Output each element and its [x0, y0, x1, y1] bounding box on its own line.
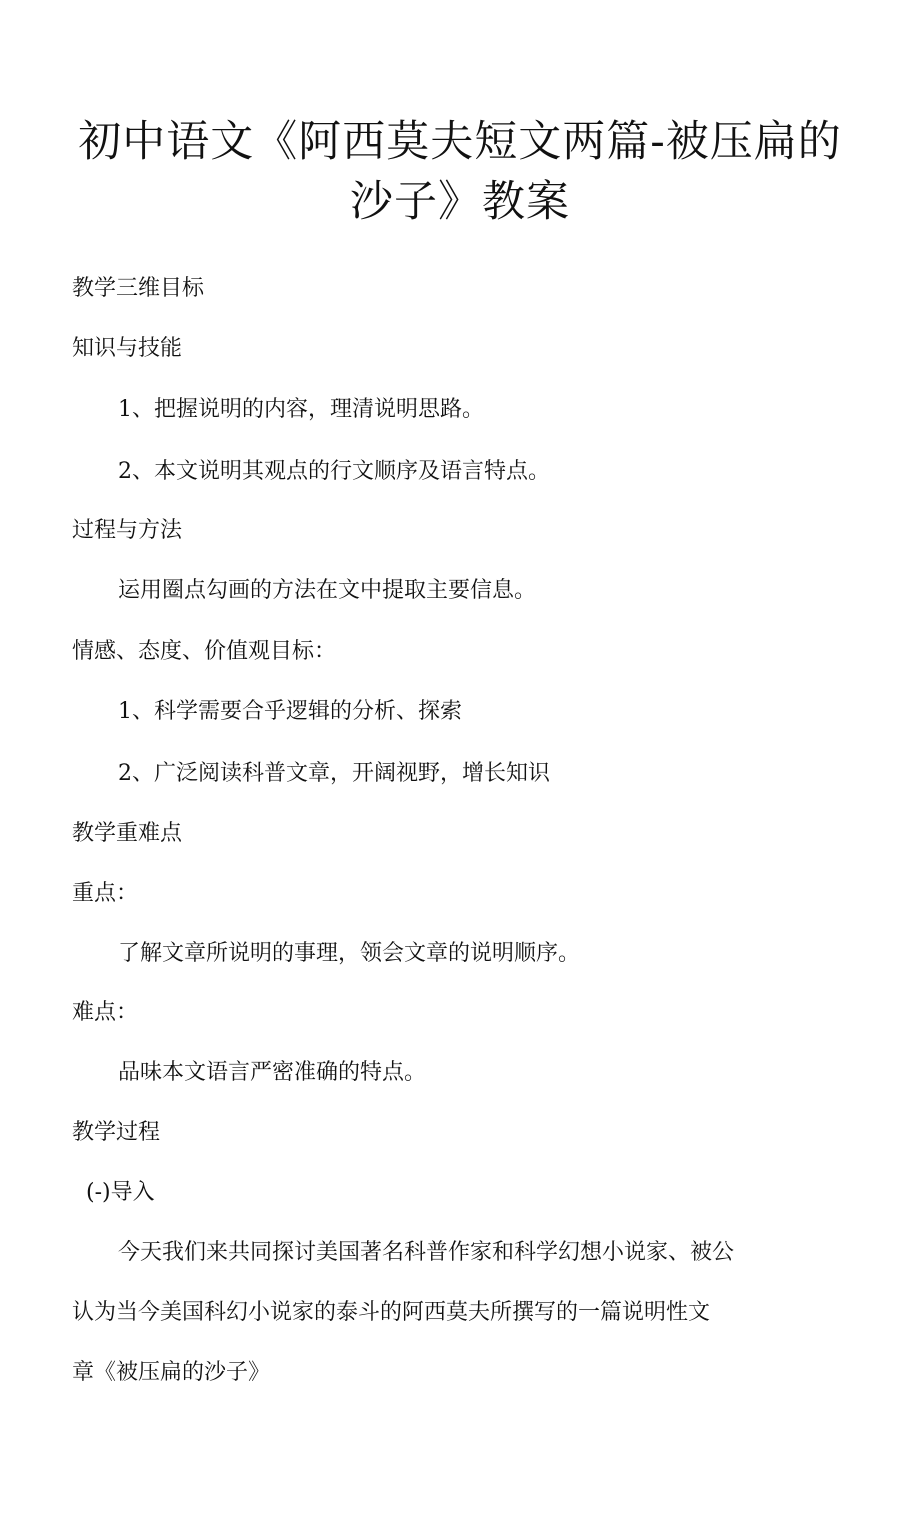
heading-key-difficulties: 教学重难点: [72, 821, 183, 846]
heading-emotion-values: 情感、态度、价值观目标：: [72, 639, 337, 664]
paragraph-line: 认为当今美国科幻小说家的泰斗的阿西莫夫所撰写的一篇说明性文: [72, 1300, 711, 1325]
paragraph-line: 了解文章所说明的事理，领会文章的说明顺序。: [118, 941, 581, 966]
heading-teaching-process: 教学过程: [72, 1120, 161, 1145]
paragraph-line: 运用圈点勾画的方法在文中提取主要信息。: [118, 578, 537, 603]
paragraph-line: 章《被压扁的沙子》: [72, 1360, 271, 1385]
heading-teaching-objectives: 教学三维目标: [72, 276, 205, 301]
subheading-introduction: (-)导入: [86, 1180, 155, 1205]
paragraph-line: 1、科学需要合乎逻辑的分析、探索: [118, 699, 462, 724]
label-key-point: 重点：: [72, 881, 139, 906]
heading-process-methods: 过程与方法: [72, 518, 183, 543]
paragraph-line: 今天我们来共同探讨美国著名科普作家和科学幻想小说家、被公: [118, 1240, 735, 1265]
paragraph-line: 2、广泛阅读科普文章，开阔视野，增长知识: [118, 761, 550, 786]
paragraph-line: 2、本文说明其观点的行文顺序及语言特点。: [118, 459, 550, 484]
label-difficult-point: 难点：: [72, 1000, 139, 1025]
paragraph-line: 1、把握说明的内容，理清说明思路。: [118, 397, 484, 422]
document-title: 初中语文《阿西莫夫短文两篇-被压扁的沙子》教案: [78, 117, 842, 227]
paragraph-line: 品味本文语言严密准确的特点。: [118, 1060, 427, 1085]
heading-knowledge-skills: 知识与技能: [72, 336, 183, 361]
